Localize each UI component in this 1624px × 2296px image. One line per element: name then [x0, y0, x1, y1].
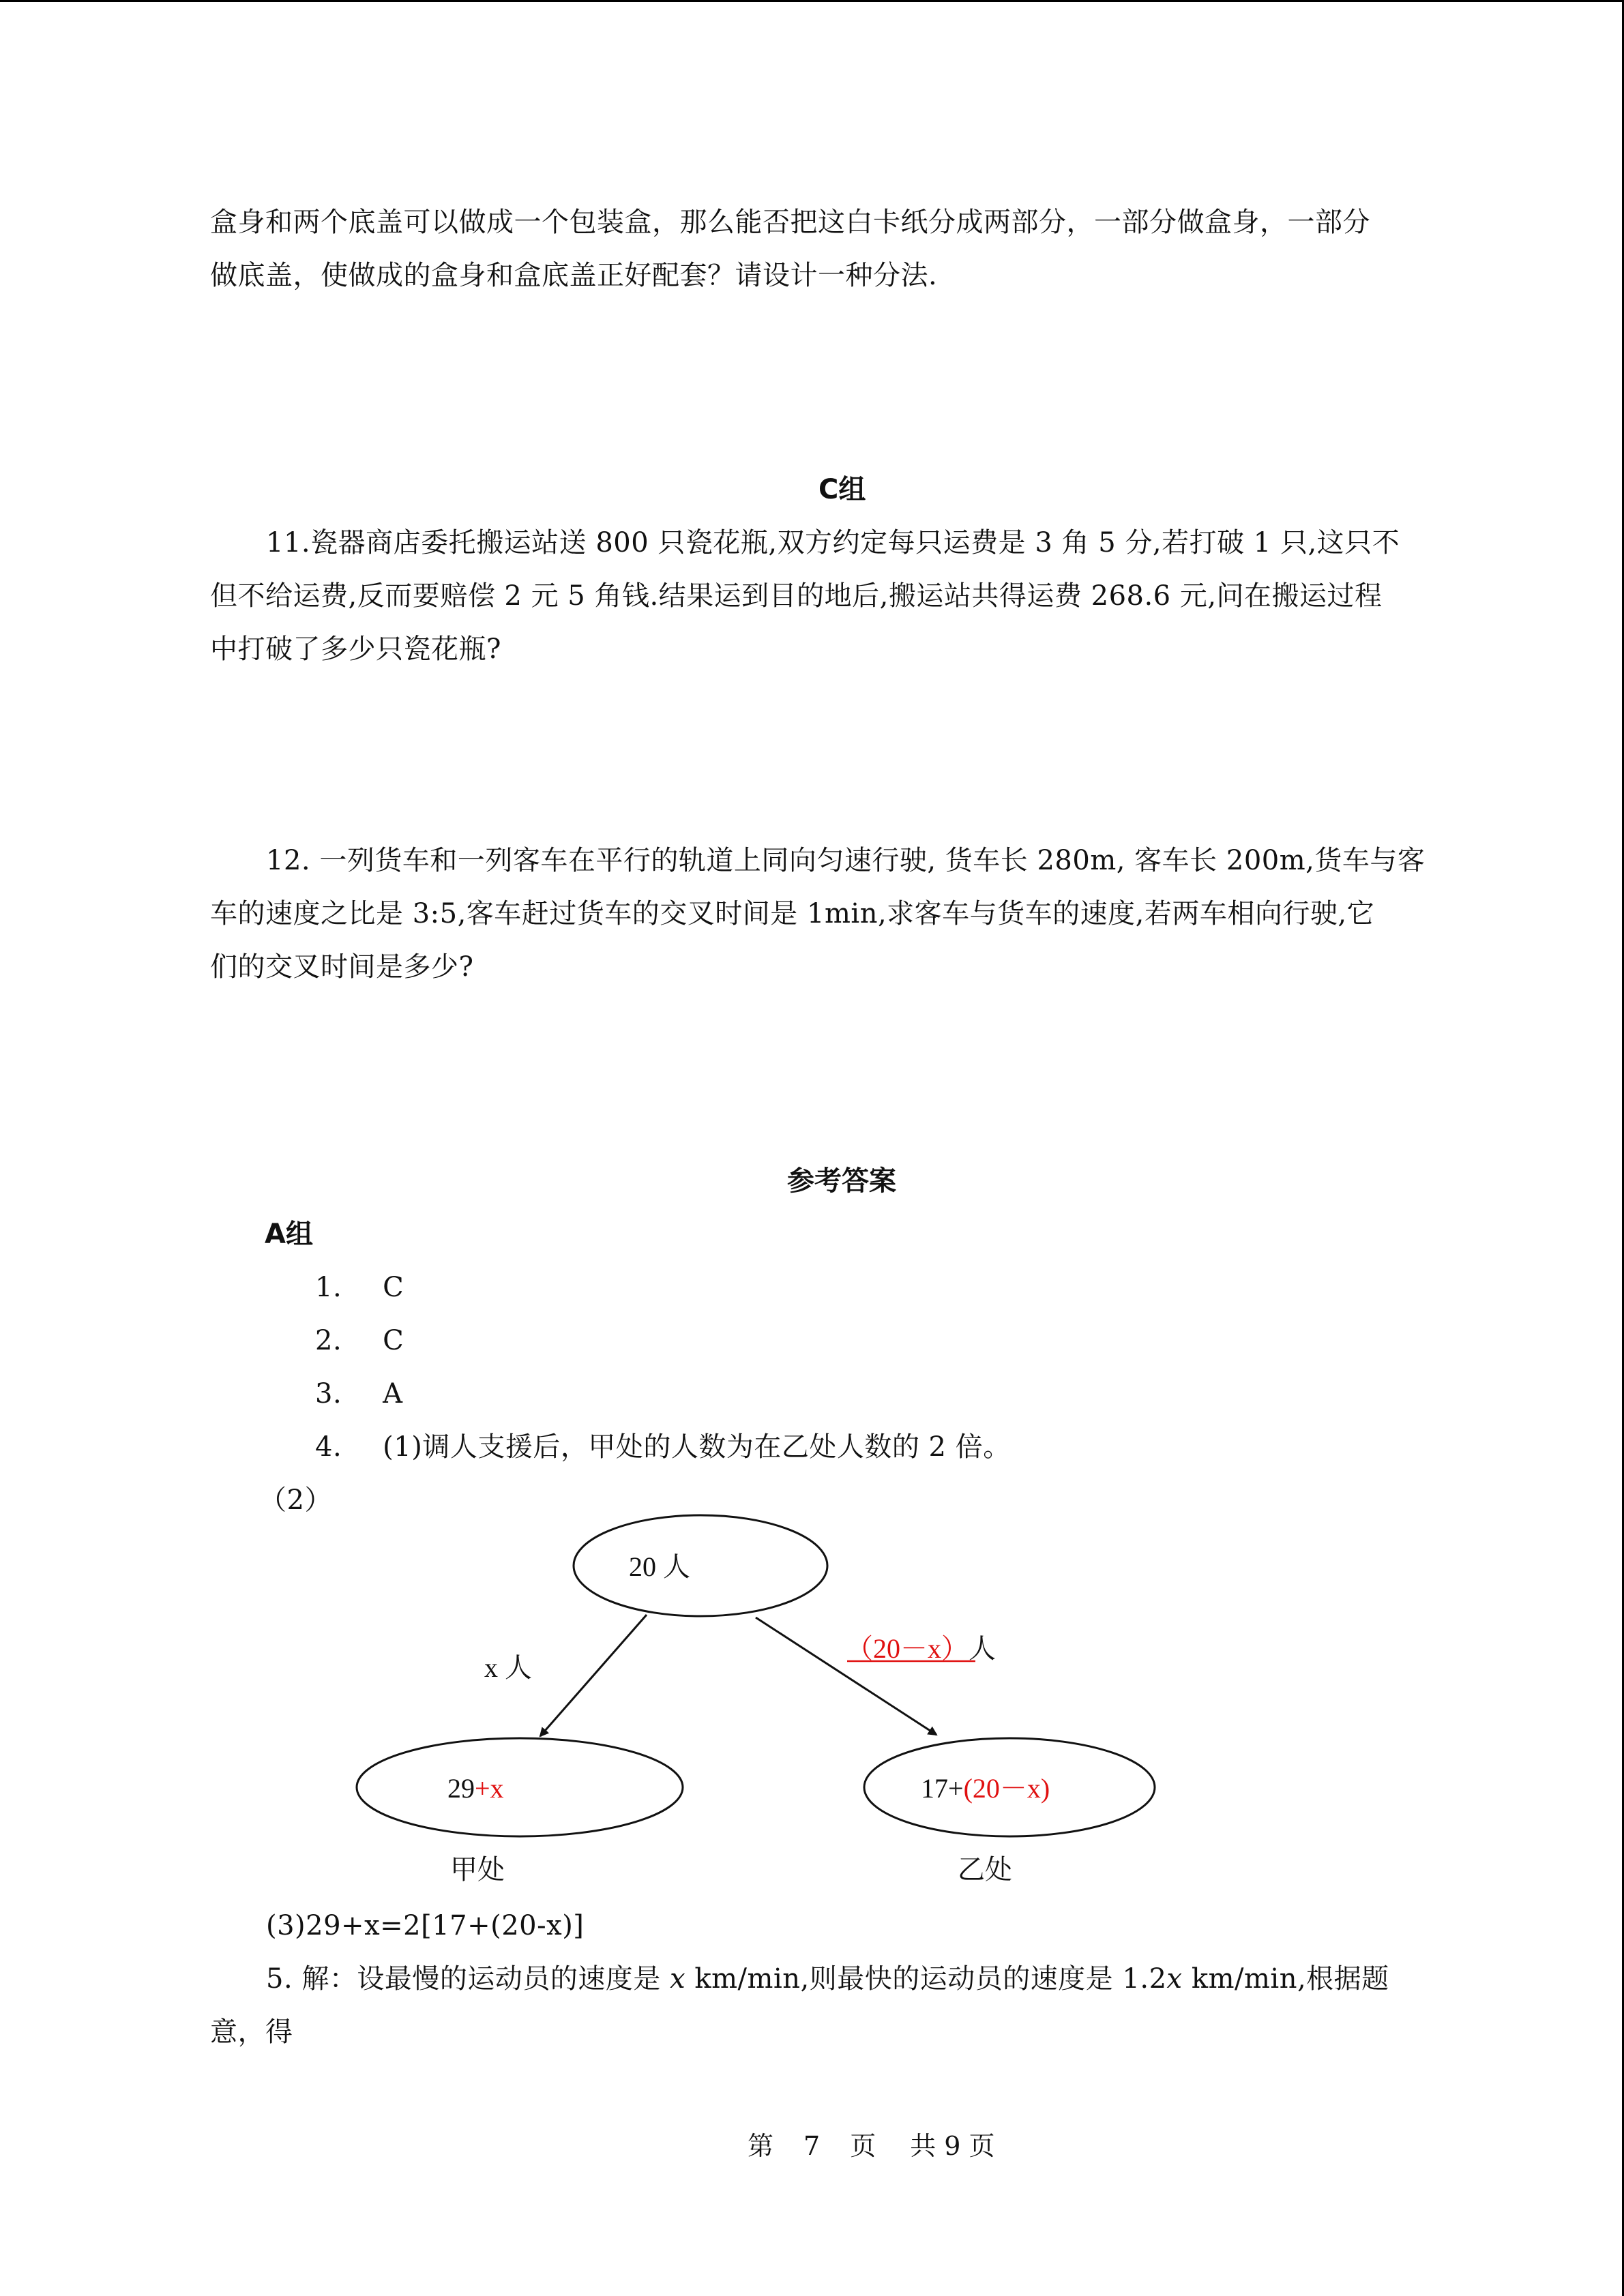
answer-number: 4. — [315, 1431, 342, 1463]
q12-line-2: 车的速度之比是 3:5,客车赶过货车的交叉时间是 1min,求客车与货车的速度,若两车相向行驶,它 — [210, 898, 1375, 929]
q10-line-1: 盒身和两个底盖可以做成一个包装盒，那么能否把这白卡纸分成两部分，一部分做盒身，一部分 — [210, 207, 1370, 238]
left-edge-label: x 人 — [484, 1652, 532, 1683]
right-node-base: 17+ — [921, 1773, 964, 1804]
right-node-addend: (20－x) — [963, 1773, 1050, 1804]
answer-text: (1)调人支援后，甲处的人数为在乙处人数的 2 倍。 — [383, 1431, 1011, 1463]
q11-line-3: 中打破了多少只瓷花瓶? — [210, 633, 501, 665]
left-node-label — [447, 1771, 504, 1806]
answer-number: 1. — [315, 1272, 342, 1303]
q11-line-1: 11.瓷器商店委托搬运站送 800 只瓷花瓶,双方约定每只运费是 3 角 5 分,若打破 1 只,这只不 — [266, 527, 1400, 558]
q11-line-2: 但不给运费,反而要赔偿 2 元 5 角钱.结果运到目的地后,搬运站共得运费 268.6 元,问在搬运过程 — [210, 580, 1383, 612]
right-edge-label-suffix: 人 — [969, 1633, 996, 1664]
footer-page-number: 7 — [803, 2131, 821, 2161]
left-node-addend: +x — [475, 1773, 504, 1804]
answers-title: 参考答案 — [787, 1165, 896, 1197]
right-edge-label-expression: （20－x） — [846, 1633, 969, 1664]
answer-number: 2. — [315, 1325, 342, 1356]
right-node-caption: 乙处 — [958, 1854, 1012, 1885]
right-node-label — [921, 1771, 1050, 1806]
part-2-label: （2） — [259, 1485, 332, 1516]
top-node-ellipse — [574, 1515, 827, 1616]
q5-variable-x-2: x — [1166, 1963, 1183, 1995]
group-a-title: A组 — [265, 1219, 313, 1250]
q5-text-a: 5. 解：设最慢的运动员的速度是 — [266, 1963, 670, 1995]
answer-text: A — [383, 1378, 403, 1410]
top-node-label: 20 人 — [629, 1551, 690, 1582]
page-footer — [748, 2129, 995, 2163]
q5-line-2: 意，得 — [210, 2016, 293, 2048]
q5-text-b: km/min,则最快的运动员的速度是 1.2 — [685, 1963, 1167, 1995]
q12-line-3: 们的交叉时间是多少? — [210, 951, 474, 983]
answer-text: C — [383, 1272, 404, 1303]
left-node-caption: 甲处 — [450, 1854, 505, 1885]
footer-total-pages: 共 9 页 — [910, 2131, 995, 2161]
left-node-ellipse — [357, 1738, 683, 1836]
q5-line-1 — [266, 1961, 1389, 1997]
part-3-equation: (3)29+x=2[17+(20-x)] — [266, 1910, 585, 1941]
right-edge-label — [846, 1631, 996, 1667]
answer-number: 3. — [315, 1378, 342, 1410]
answer-text: C — [383, 1325, 404, 1356]
footer-page-label-2: 页 — [850, 2131, 876, 2161]
group-c-title: C组 — [818, 474, 866, 505]
q10-line-2: 做底盖，使做成的盒身和盒底盖正好配套？请设计一种分法. — [210, 260, 938, 291]
left-arrow — [540, 1615, 647, 1736]
footer-page-label: 第 — [748, 2131, 774, 2161]
left-node-base: 29 — [447, 1773, 475, 1804]
q5-text-c: km/min,根据题 — [1182, 1963, 1389, 1995]
q5-variable-x: x — [670, 1963, 686, 1995]
q12-line-1: 12. 一列货车和一列客车在平行的轨道上同向匀速行驶, 货车长 280m, 客车长 200m,货车与客 — [266, 845, 1426, 876]
